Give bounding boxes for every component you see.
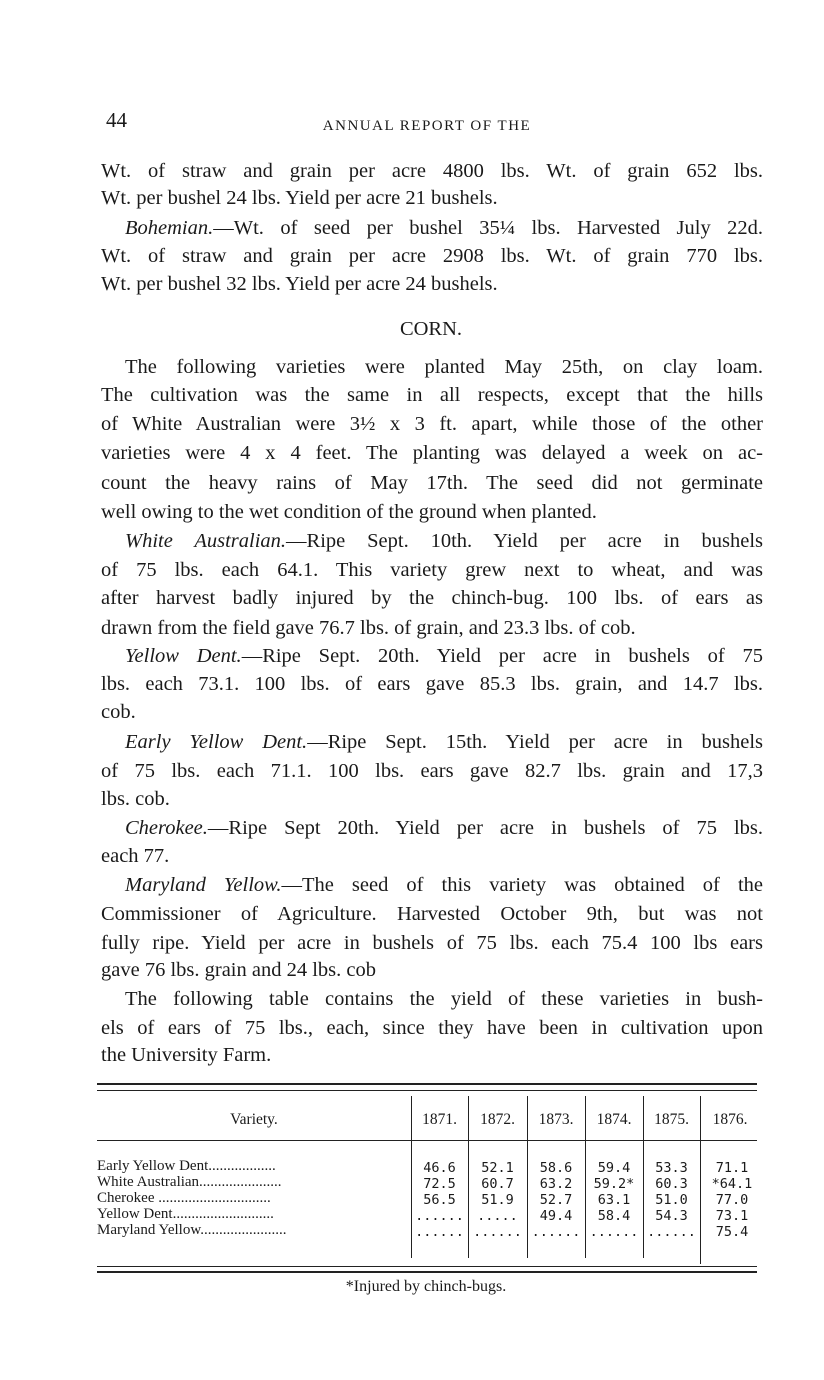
- text-line: drawn from the field gave 76.7 lbs. of grain, and 23.3 lbs. of cob.: [101, 617, 636, 639]
- table-row-label: Early Yellow Dent..................: [97, 1158, 276, 1174]
- running-head: ANNUAL REPORT OF THE: [322, 118, 532, 134]
- section-heading: CORN.: [399, 318, 463, 340]
- column-1876: [700, 1160, 764, 1240]
- text-line: fully ripe. Yield per acre in bushels of 75 lbs. each 75.4 100 lbs ears: [101, 932, 763, 954]
- table-cell: 72.5: [423, 1176, 456, 1192]
- column-header: 1873.: [538, 1111, 574, 1128]
- variety-label: White Australian.: [125, 530, 287, 552]
- table-cell: 63.1: [597, 1192, 631, 1208]
- text-line: gave 76 lbs. grain and 24 lbs. cob: [101, 959, 376, 981]
- text-line: Cherokee.—Ripe Sept 20th. Yield per acre in bushels of 75 lbs.: [125, 817, 763, 839]
- column-header: 1876.: [712, 1111, 748, 1128]
- table-bottom-rule: [97, 1271, 757, 1273]
- table-cell: ......: [647, 1224, 696, 1240]
- text-line: els of ears of 75 lbs., each, since they have been in cultivation upon: [101, 1017, 763, 1039]
- variety-label: Yellow Dent.: [125, 645, 242, 667]
- table-row-label: Cherokee ..............................: [97, 1190, 271, 1206]
- variety-label: Bohemian.: [125, 217, 214, 239]
- text-line: each 77.: [101, 845, 170, 867]
- table-cell: ......: [531, 1224, 581, 1240]
- text-line: The following varieties were planted May 25th, on clay loam.: [125, 356, 763, 378]
- table-row-label: White Australian......................: [97, 1174, 282, 1190]
- column-header: 1875.: [654, 1111, 689, 1128]
- table-cell: 77.0: [715, 1192, 749, 1208]
- page-number: 44: [106, 108, 127, 132]
- table-cell: ......: [415, 1224, 464, 1240]
- table-cell: 60.3: [655, 1176, 688, 1192]
- table-cell: .....: [477, 1208, 518, 1224]
- column-1871: [411, 1160, 468, 1240]
- variety-label: Cherokee.: [125, 817, 208, 839]
- table-cell: 75.4: [715, 1224, 749, 1240]
- variety-label: Maryland Yellow.: [125, 874, 282, 896]
- table-cell: ......: [589, 1224, 639, 1240]
- table-footnote: *Injured by chinch-bugs.: [345, 1278, 507, 1295]
- text-line: The cultivation was the same in all respects, except that the hills: [101, 384, 763, 406]
- text-line: Maryland Yellow.—The seed of this variety was obtained of the: [125, 874, 763, 896]
- table-cell: 52.7: [539, 1192, 573, 1208]
- text-line: Bohemian.—Wt. of seed per bushel 35¼ lbs. Harvested July 22d.: [125, 217, 763, 239]
- text-line: the University Farm.: [101, 1044, 272, 1066]
- table-cell: 53.3: [655, 1160, 688, 1176]
- table-cell: 51.9: [481, 1192, 514, 1208]
- table-cell: 73.1: [715, 1208, 749, 1224]
- text-line: White Australian.—Ripe Sept. 10th. Yield per acre in bushels: [125, 530, 763, 552]
- table-cell: 49.4: [539, 1208, 573, 1224]
- text-line: of 75 lbs. each 71.1. 100 lbs. ears gave 82.7 lbs. grain and 17,3: [101, 760, 763, 782]
- text-line: The following table contains the yield of these varieties in bush-: [125, 988, 763, 1010]
- table-cell: 71.1: [715, 1160, 749, 1176]
- table-bottom-rule: [97, 1266, 757, 1267]
- table-cell: 63.2: [539, 1176, 573, 1192]
- text-line: well owing to the wet condition of the ground when planted.: [101, 501, 597, 523]
- table-cell: 52.1: [481, 1160, 514, 1176]
- text-line: Wt. of straw and grain per acre 4800 lbs. Wt. of grain 652 lbs.: [101, 160, 763, 182]
- table-cell: 59.4: [597, 1160, 631, 1176]
- text-line: Commissioner of Agriculture. Harvested October 9th, but was not: [101, 903, 763, 925]
- text-line: of White Australian were 3½ x 3 ft. apart, while those of the other: [101, 413, 763, 435]
- text-line: of 75 lbs. each 64.1. This variety grew next to wheat, and was: [101, 559, 763, 581]
- table-row-label: Maryland Yellow.......................: [97, 1222, 287, 1238]
- text-line: after harvest badly injured by the chinch-bug. 100 lbs. of ears as: [101, 587, 763, 609]
- text-line: Wt. per bushel 24 lbs. Yield per acre 21 bushels.: [101, 187, 498, 209]
- text-line: varieties were 4 x 4 feet. The planting was delayed a week on ac-: [101, 442, 763, 464]
- text-line: Wt. of straw and grain per acre 2908 lbs. Wt. of grain 770 lbs.: [101, 245, 763, 267]
- text-line: lbs. cob.: [101, 788, 170, 810]
- column-1873: [527, 1160, 585, 1240]
- text-line: Early Yellow Dent.—Ripe Sept. 15th. Yield per acre in bushels: [125, 731, 763, 753]
- column-1874: [585, 1160, 643, 1240]
- table-cell: 54.3: [655, 1208, 688, 1224]
- text-line: count the heavy rains of May 17th. The seed did not germinate: [101, 472, 763, 494]
- table-row-label: Yellow Dent...........................: [97, 1206, 274, 1222]
- column-header: 1871.: [422, 1111, 457, 1128]
- column-1875: [643, 1160, 700, 1240]
- table-cell: 56.5: [423, 1192, 456, 1208]
- table-cell: ......: [415, 1208, 464, 1224]
- text-line: cob.: [101, 701, 136, 723]
- variety-label: Early Yellow Dent.: [125, 731, 308, 753]
- column-1872: [468, 1160, 527, 1240]
- table-cell: 60.7: [481, 1176, 514, 1192]
- text-line: lbs. each 73.1. 100 lbs. of ears gave 85.3 lbs. grain, and 14.7 lbs.: [101, 673, 763, 695]
- table-top-rule: [97, 1083, 757, 1085]
- table-cell: 58.4: [597, 1208, 631, 1224]
- table-cell: *64.1: [711, 1176, 753, 1192]
- table-cell: 51.0: [655, 1192, 688, 1208]
- table-cell: 59.2*: [593, 1176, 635, 1192]
- text-line: Wt. per bushel 32 lbs. Yield per acre 24 bushels.: [101, 273, 498, 295]
- table-cell: 46.6: [423, 1160, 456, 1176]
- column-header: 1874.: [596, 1111, 632, 1128]
- column-header: 1872.: [480, 1111, 515, 1128]
- table-cell: ......: [473, 1224, 522, 1240]
- variety-column: [97, 1158, 407, 1238]
- column-header: Variety.: [230, 1111, 278, 1128]
- table-header-rule: [97, 1140, 757, 1141]
- table-top-rule: [97, 1090, 757, 1091]
- table-cell: 58.6: [539, 1160, 573, 1176]
- text-line: Yellow Dent.—Ripe Sept. 20th. Yield per acre in bushels of 75: [125, 645, 763, 667]
